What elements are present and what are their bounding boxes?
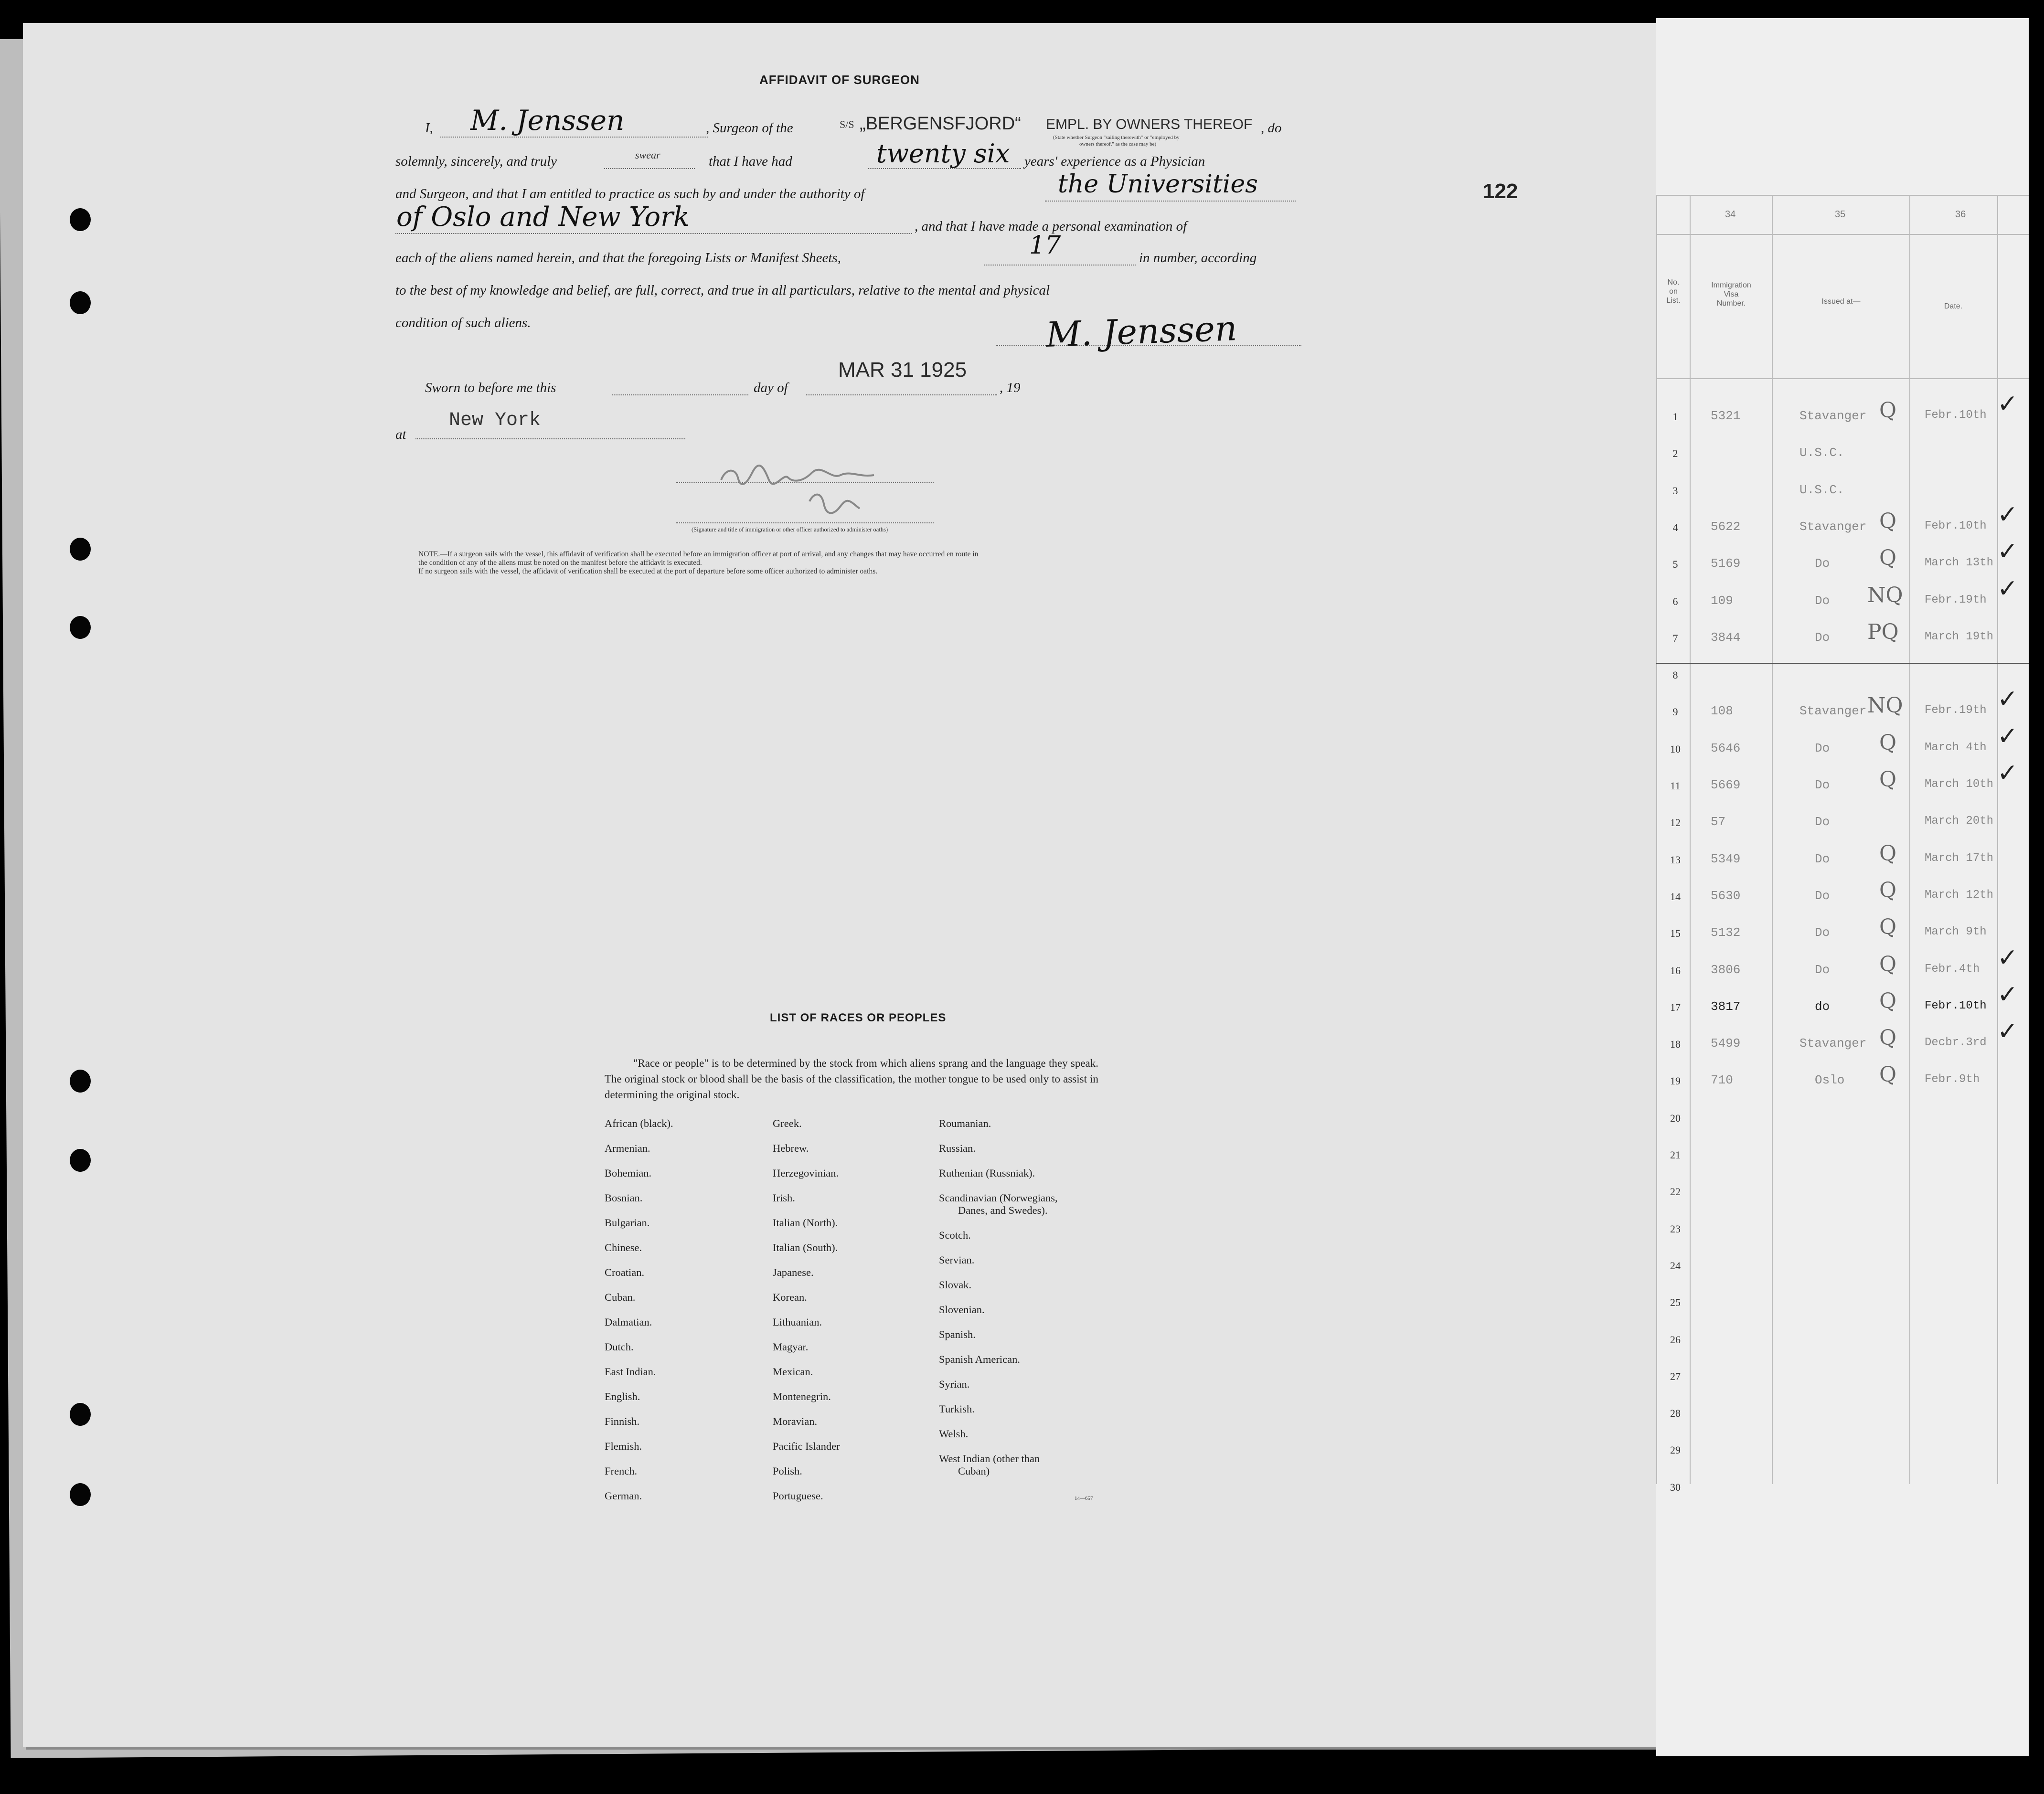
race-item: Spanish American.	[939, 1353, 1020, 1365]
header-visa-number: Visa	[1724, 290, 1739, 298]
employment-note-2: owners thereof," as the case may be)	[1079, 141, 1157, 147]
visa-number-cell: 5499	[1711, 1036, 1741, 1051]
race-item: Bosnian.	[605, 1192, 643, 1204]
inspection-mark: Q	[1879, 1026, 1897, 1051]
place-line	[415, 438, 685, 439]
date-cell: March 13th	[1925, 556, 1994, 570]
visa-number-cell: 57	[1711, 815, 1726, 829]
table-rule	[1909, 195, 1910, 1484]
race-item: Spanish.	[939, 1328, 976, 1340]
authority-line	[1045, 201, 1296, 202]
surgeon-name-line	[440, 137, 708, 138]
race-item: Turkish.	[939, 1403, 975, 1415]
race-item: Lithuanian.	[773, 1316, 822, 1328]
row-number: 14	[1670, 890, 1681, 902]
row-number: 3	[1672, 484, 1678, 497]
date-cell: Febr.10th	[1925, 999, 1987, 1012]
date-cell: Febr.4th	[1925, 962, 1980, 976]
check-mark-icon: ✓	[1997, 500, 2018, 529]
race-item: Roumanian.	[939, 1117, 991, 1129]
issued-at-cell: Stavanger	[1799, 1036, 1867, 1051]
race-item: Slovak.	[939, 1279, 972, 1291]
issued-at-cell: Stavanger	[1799, 704, 1867, 719]
manifest-visa-sheet	[1656, 18, 2029, 1756]
inspection-mark: Q	[1879, 546, 1897, 571]
header-visa-number: Immigration	[1711, 281, 1751, 289]
header-issued-at: Issued at—	[1821, 297, 1861, 306]
date-cell: Febr.9th	[1925, 1073, 1980, 1086]
visa-number-cell: 108	[1711, 704, 1733, 719]
date-cell: March 10th	[1925, 778, 1994, 791]
race-item: African (black).	[605, 1117, 673, 1129]
issued-at-cell: do	[1815, 999, 1830, 1014]
row-number: 17	[1670, 1001, 1681, 1013]
visa-number-cell: 5646	[1711, 741, 1741, 755]
column-number: 34	[1725, 209, 1736, 220]
race-item: Italian (North).	[773, 1217, 838, 1229]
race-item: Danes, and Swedes).	[958, 1204, 1048, 1216]
surgeon-name: M. Jenssen	[470, 104, 625, 137]
inspection-mark: Q	[1879, 1062, 1897, 1087]
surgeon-signature: M. Jenssen	[1045, 308, 1238, 355]
date-cell: March 20th	[1925, 815, 1994, 828]
race-item: Italian (South).	[773, 1242, 838, 1253]
check-mark-icon: ✓	[1997, 980, 2018, 1009]
note-line-2: the condition of any of the aliens must be noted on the manifest before the affidavit is executed.	[418, 559, 702, 567]
i-prefix: I,	[425, 120, 433, 136]
issued-at-cell: Do	[1815, 741, 1830, 755]
visa-number-cell: 3844	[1711, 630, 1741, 645]
year-prefix-text: , 19	[1000, 380, 1021, 395]
sworn-day-line	[612, 394, 748, 395]
race-item: Irish.	[773, 1192, 795, 1204]
row-number: 20	[1670, 1112, 1681, 1124]
row-number: 22	[1670, 1186, 1681, 1198]
row-number: 16	[1670, 964, 1681, 977]
in-number-text: in number, according	[1139, 250, 1257, 265]
visa-number-cell: 3806	[1711, 962, 1741, 977]
races-intro: "Race or people" is to be determined by the stock from which aliens sprang and the language they speak. The original stock or blood shall be the basis of the classification, the mother tongue to be used only to assist in determining the original stock.	[605, 1057, 1098, 1101]
race-item: Scotch.	[939, 1229, 971, 1241]
check-mark-icon: ✓	[1997, 759, 2018, 787]
issued-at-cell: Do	[1815, 778, 1830, 792]
authority-part2: of Oslo and New York	[396, 202, 690, 233]
binder-hole	[70, 1483, 91, 1506]
race-item: Mexican.	[773, 1366, 813, 1378]
row-number: 30	[1670, 1481, 1681, 1493]
employment-stamp: EMPL. BY OWNERS THEREOF	[1046, 117, 1253, 132]
row-number: 6	[1672, 595, 1678, 607]
visa-number-cell: 5630	[1711, 888, 1741, 903]
visa-number-cell: 5669	[1711, 778, 1741, 792]
inspection-mark: Q	[1879, 878, 1897, 902]
table-rule	[1997, 195, 1998, 1484]
binder-hole	[70, 208, 91, 231]
race-item: Flemish.	[605, 1440, 642, 1452]
authority-part1: the Universities	[1058, 170, 1258, 199]
issued-at-cell: Do	[1815, 815, 1830, 829]
date-cell: Febr.19th	[1925, 704, 1987, 717]
race-item: Hebrew.	[773, 1142, 809, 1154]
oath-word: swear	[635, 149, 660, 161]
binder-hole	[70, 616, 91, 639]
inspection-mark: Q	[1879, 841, 1897, 866]
date-cell: Febr.10th	[1925, 409, 1987, 422]
race-item: Dalmatian.	[605, 1316, 652, 1328]
race-item: East Indian.	[605, 1366, 656, 1378]
race-item: Slovenian.	[939, 1304, 985, 1316]
check-mark-icon: ✓	[1997, 537, 2018, 566]
solemnly-text: solemnly, sincerely, and truly	[395, 154, 557, 169]
page-number: 122	[1483, 180, 1518, 203]
binder-hole	[70, 291, 91, 314]
ship-prefix: S/S	[840, 118, 854, 130]
header-visa-number: Number.	[1716, 299, 1746, 308]
race-item: Armenian.	[605, 1142, 650, 1154]
table-rule	[1656, 663, 2029, 664]
row-number: 5	[1672, 558, 1678, 571]
row-number: 11	[1670, 780, 1681, 792]
race-item: Bulgarian.	[605, 1217, 650, 1229]
issued-at-cell: Do	[1815, 630, 1830, 645]
binder-hole	[70, 1149, 91, 1172]
visa-number-cell: 5622	[1711, 519, 1741, 534]
inspection-mark: Q	[1879, 730, 1897, 755]
column-number: 35	[1835, 209, 1846, 220]
note-line-3: If no surgeon sails with the vessel, the affidavit of verification shall be executed at the port of departure before some officer authorized to administer oaths.	[418, 567, 878, 575]
row-number: 2	[1672, 447, 1678, 460]
row-number: 10	[1670, 743, 1681, 755]
issued-at-cell: Stavanger	[1799, 409, 1867, 423]
visa-number-cell: 5132	[1711, 925, 1741, 940]
visa-number-cell: 5169	[1711, 556, 1741, 571]
inspection-mark: PQ	[1867, 619, 1899, 644]
row-number: 29	[1670, 1444, 1681, 1456]
race-item: Ruthenian (Russniak).	[939, 1167, 1035, 1179]
inspection-mark: Q	[1879, 509, 1897, 533]
race-item: Montenegrin.	[773, 1391, 831, 1402]
race-item: Cuban.	[605, 1291, 636, 1303]
binder-hole	[70, 538, 91, 561]
surgeon-of-the-text: , Surgeon of the	[706, 120, 793, 136]
race-item: Herzegovinian.	[773, 1167, 839, 1179]
races-title: LIST OF RACES OR PEOPLES	[770, 1011, 947, 1024]
years-experience: twenty six	[876, 138, 1010, 169]
sheets-count: 17	[1029, 231, 1061, 260]
race-item: Syrian.	[939, 1378, 970, 1390]
date-cell: March 17th	[1925, 851, 1994, 865]
header-date: Date.	[1944, 302, 1963, 310]
issued-at-cell: Do	[1815, 925, 1830, 940]
visa-number-cell: 710	[1711, 1073, 1733, 1088]
date-cell: March 4th	[1925, 741, 1987, 754]
race-item: Cuban)	[958, 1465, 990, 1477]
date-cell: Febr.19th	[1925, 593, 1987, 606]
form-code: 14—657	[1075, 1496, 1093, 1501]
issued-at-cell: U.S.C.	[1799, 482, 1844, 497]
race-item: Pacific Islander	[773, 1440, 840, 1452]
inspection-mark: Q	[1879, 952, 1897, 977]
officer-title-line	[676, 522, 934, 523]
sworn-place: New York	[449, 410, 541, 431]
header-no-on-list: List.	[1666, 297, 1681, 305]
day-of-text: day of	[754, 380, 788, 395]
binder-hole	[70, 1403, 91, 1426]
race-item: Bohemian.	[605, 1167, 652, 1179]
condition-text: condition of such aliens.	[395, 315, 531, 330]
table-rule	[1772, 195, 1773, 1484]
race-item: Finnish.	[605, 1415, 640, 1427]
visa-number-cell: 109	[1711, 593, 1733, 608]
table-rule	[1656, 195, 2029, 196]
column-number: 36	[1955, 209, 1966, 220]
table-rule	[1690, 195, 1691, 1484]
visa-number-cell: 3817	[1711, 999, 1741, 1014]
visa-number-cell: 5349	[1711, 851, 1741, 866]
race-item: Moravian.	[773, 1415, 818, 1427]
binder-hole	[70, 1070, 91, 1093]
knowledge-text: to the best of my knowledge and belief, are full, correct, and true in all particulars, relative to the mental and physical	[395, 283, 1050, 298]
race-item: Croatian.	[605, 1266, 645, 1278]
entitled-text: and Surgeon, and that I am entitled to practice as such by and under the authority of	[395, 186, 865, 202]
date-cell: Decbr.3rd	[1925, 1036, 1987, 1050]
row-number: 26	[1670, 1333, 1681, 1346]
race-item: Polish.	[773, 1465, 802, 1477]
race-item: Servian.	[939, 1254, 975, 1266]
race-item: Scandinavian (Norwegians,	[939, 1192, 1058, 1204]
have-had-text: that I have had	[709, 154, 792, 169]
row-number: 8	[1672, 669, 1678, 681]
check-mark-icon: ✓	[1997, 722, 2018, 751]
race-item: Portuguese.	[773, 1490, 823, 1502]
race-item: Korean.	[773, 1291, 807, 1303]
years-text: years' experience as a Physician	[1024, 154, 1205, 169]
inspection-mark: NQ	[1867, 583, 1903, 607]
check-mark-icon: ✓	[1997, 685, 2018, 714]
table-rule	[1656, 195, 1657, 1484]
race-item: German.	[605, 1490, 642, 1502]
examination-text: , and that I have made a personal examination of	[915, 219, 1187, 234]
date-cell: March 12th	[1925, 888, 1994, 902]
check-mark-icon: ✓	[1997, 1017, 2018, 1046]
race-item: Dutch.	[605, 1341, 634, 1353]
sworn-text: Sworn to before me this	[425, 380, 556, 395]
issued-at-cell: U.S.C.	[1799, 446, 1844, 460]
row-number: 13	[1670, 853, 1681, 866]
officer-signature	[716, 454, 888, 525]
check-mark-icon: ✓	[1997, 943, 2018, 972]
row-number: 1	[1672, 411, 1678, 423]
issued-at-cell: Do	[1815, 851, 1830, 866]
race-item: Magyar.	[773, 1341, 809, 1353]
inspection-mark: Q	[1879, 767, 1897, 792]
affidavit-title: AFFIDAVIT OF SURGEON	[759, 73, 920, 87]
affidavit-sheet	[23, 23, 1656, 1747]
row-number: 27	[1670, 1370, 1681, 1382]
header-no-on-list: on	[1669, 287, 1678, 296]
race-item: Greek.	[773, 1117, 802, 1129]
sworn-date-stamp: MAR 31 1925	[838, 358, 967, 382]
sworn-date-line	[806, 394, 997, 395]
do-text: , do	[1261, 120, 1282, 136]
race-item: English.	[605, 1391, 640, 1402]
race-item: West Indian (other than	[939, 1453, 1040, 1465]
row-number: 9	[1672, 706, 1678, 718]
row-number: 23	[1670, 1222, 1681, 1235]
inspection-mark: Q	[1879, 398, 1897, 423]
visa-number-cell: 5321	[1711, 409, 1741, 423]
authority-line-2	[395, 233, 912, 234]
row-number: 15	[1670, 927, 1681, 940]
check-mark-icon: ✓	[1997, 574, 2018, 603]
row-number: 18	[1670, 1038, 1681, 1051]
issued-at-cell: Do	[1815, 888, 1830, 903]
row-number: 21	[1670, 1149, 1681, 1161]
header-no-on-list: No.	[1667, 278, 1680, 287]
inspection-mark: NQ	[1867, 693, 1903, 718]
oath-line	[604, 168, 695, 169]
row-number: 4	[1672, 521, 1678, 533]
ship-name: „BERGENSFJORD“	[860, 114, 1021, 134]
date-cell: Febr.10th	[1925, 519, 1987, 532]
issued-at-cell: Oslo	[1815, 1073, 1845, 1088]
row-number: 7	[1672, 632, 1678, 644]
race-item: Japanese.	[773, 1266, 814, 1278]
inspection-mark: Q	[1879, 915, 1897, 940]
at-label: at	[395, 427, 406, 442]
race-item: French.	[605, 1465, 638, 1477]
row-number: 25	[1670, 1296, 1681, 1309]
row-number: 24	[1670, 1259, 1681, 1272]
inspection-mark: Q	[1879, 988, 1897, 1013]
manifest-sheets-text: each of the aliens named herein, and that the foregoing Lists or Manifest Sheets,	[395, 250, 841, 265]
signature-caption: (Signature and title of immigration or other officer authorized to administer oaths)	[692, 526, 888, 533]
issued-at-cell: Do	[1815, 593, 1830, 608]
table-rule	[1656, 378, 2029, 379]
issued-at-cell: Do	[1815, 962, 1830, 977]
race-item: Chinese.	[605, 1242, 642, 1253]
date-cell: March 19th	[1925, 630, 1994, 643]
date-cell: March 9th	[1925, 925, 1987, 939]
issued-at-cell: Stavanger	[1799, 519, 1867, 534]
row-number: 19	[1670, 1075, 1681, 1087]
note-line-1: NOTE.—If a surgeon sails with the vessel, this affidavit of verification shall be executed before an immigration officer at port of arrival, and any changes that may have occurred en route in	[418, 550, 979, 558]
race-item: Welsh.	[939, 1428, 969, 1440]
check-mark-icon: ✓	[1997, 390, 2018, 418]
issued-at-cell: Do	[1815, 556, 1830, 571]
row-number: 12	[1670, 817, 1681, 829]
row-number: 28	[1670, 1407, 1681, 1420]
employment-note-1: (State whether Surgeon "sailing therewith" or "employed by	[1053, 135, 1180, 140]
race-item: Russian.	[939, 1142, 976, 1154]
table-rule	[1656, 234, 2029, 235]
